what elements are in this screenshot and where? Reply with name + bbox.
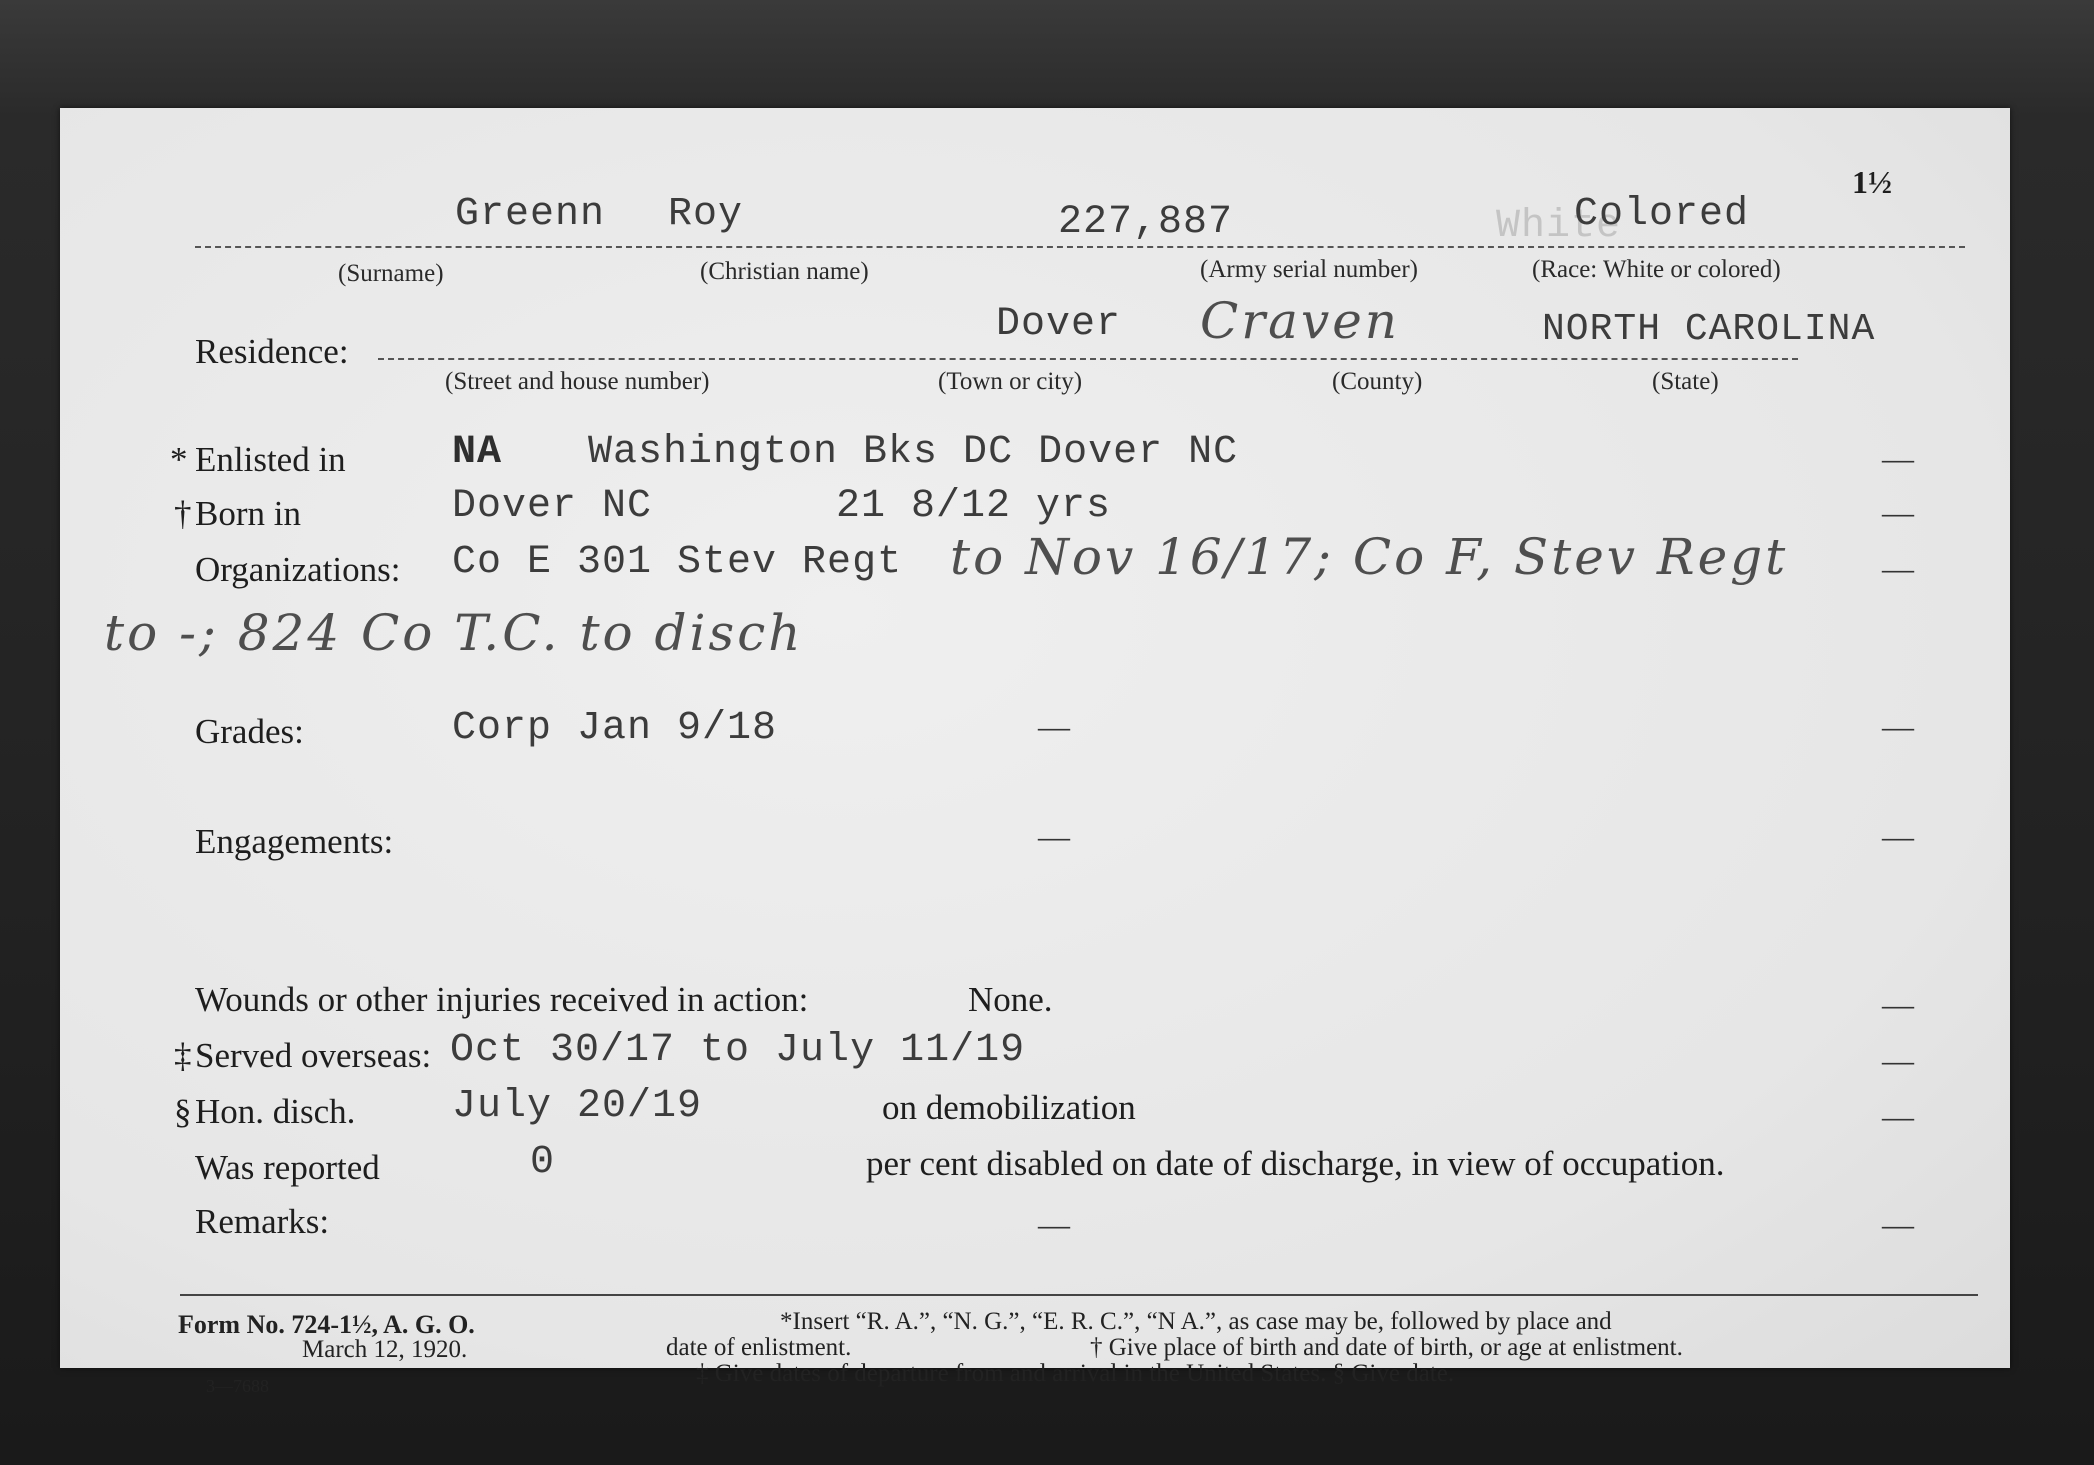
reported-text: per cent disabled on date of discharge, in view of occupation. <box>866 1144 1725 1183</box>
born-place-value: Dover NC <box>452 484 653 529</box>
born-label: Born in <box>195 494 301 533</box>
reported-value: 0 <box>530 1140 556 1185</box>
discharge-end-dash: — <box>1882 1098 1914 1134</box>
discharge-marker: § <box>174 1092 192 1131</box>
residence-label: Residence: <box>195 332 349 371</box>
reported-label: Was reported <box>195 1148 380 1187</box>
born-marker: † <box>174 494 192 533</box>
residence-county-value: Craven <box>1200 292 1401 350</box>
county-caption: (County) <box>1332 368 1423 395</box>
remarks-mid-dash: — <box>1038 1206 1070 1242</box>
discharge-label: Hon. disch. <box>195 1092 356 1131</box>
enlisted-type-value: NA <box>452 430 503 475</box>
card-corner-number: 1½ <box>1852 164 1892 200</box>
wounds-end-dash: — <box>1882 986 1914 1022</box>
overseas-marker: ‡ <box>174 1036 192 1075</box>
overseas-end-dash: — <box>1882 1042 1914 1078</box>
surname-value: Greenn <box>455 192 606 237</box>
surname-caption: (Surname) <box>338 260 444 287</box>
residence-town-value: Dover <box>996 302 1122 347</box>
state-caption: (State) <box>1652 368 1719 395</box>
footnote-line-3: † Give place of birth and date of birth, or age at enlistment. <box>1090 1334 1683 1361</box>
organizations-end-dash: — <box>1882 550 1914 586</box>
organizations-typed-value: Co E 301 Stev Regt <box>452 540 903 585</box>
residence-state-value: NORTH CAROLINA <box>1542 308 1876 351</box>
grades-value: Corp Jan 9/18 <box>452 706 778 751</box>
engagements-mid-dash: — <box>1038 818 1070 854</box>
enlisted-end-dash: — <box>1882 440 1914 476</box>
discharge-reason: on demobilization <box>882 1088 1136 1127</box>
print-code: 3—7688 <box>206 1376 269 1396</box>
engagements-label: Engagements: <box>195 822 394 861</box>
footnote-line-2: date of enlistment. <box>666 1334 852 1361</box>
overseas-label: Served overseas: <box>195 1036 432 1075</box>
line1-rule <box>195 246 1965 248</box>
organizations-handwritten-2: to -; 824 Co T.C. to disch <box>104 604 804 662</box>
wounds-value: None. <box>968 980 1053 1019</box>
christian-name-caption: (Christian name) <box>700 258 869 285</box>
grades-mid-dash: — <box>1038 708 1070 744</box>
footnote-line-4: ‡ Give dates of departure from and arrival in the United States. § Give date. <box>696 1360 1455 1387</box>
race-struck-value: White <box>1496 204 1622 249</box>
serial-number-value: 227,887 <box>1058 200 1234 245</box>
organizations-handwritten-1: to Nov 16/17; Co F, Stev Regt <box>950 528 1789 586</box>
born-end-dash: — <box>1882 494 1914 530</box>
form-number: Form No. 724-1½, A. G. O. <box>178 1310 475 1339</box>
engagements-end-dash: — <box>1882 818 1914 854</box>
street-caption: (Street and house number) <box>445 368 710 395</box>
born-age-value: 21 8/12 yrs <box>836 484 1112 529</box>
footer-rule <box>180 1294 1978 1296</box>
enlisted-place-value: Washington Bks DC Dover NC <box>588 430 1239 475</box>
discharge-date-value: July 20/19 <box>452 1084 703 1129</box>
grades-end-dash: — <box>1882 708 1914 744</box>
residence-rule <box>378 358 1798 360</box>
grades-label: Grades: <box>195 712 304 751</box>
enlisted-marker: * <box>170 440 188 479</box>
overseas-value: Oct 30/17 to July 11/19 <box>450 1028 1026 1073</box>
remarks-label: Remarks: <box>195 1202 330 1241</box>
enlisted-label: Enlisted in <box>195 440 346 479</box>
organizations-label: Organizations: <box>195 550 401 589</box>
serial-number-caption: (Army serial number) <box>1200 256 1418 283</box>
wounds-label: Wounds or other injuries received in action: <box>195 980 809 1019</box>
footnote-line-1: *Insert “R. A.”, “N. G.”, “E. R. C.”, “N A.”, as case may be, followed by place and <box>780 1308 1612 1335</box>
remarks-end-dash: — <box>1882 1206 1914 1242</box>
christian-name-value: Roy <box>668 192 744 237</box>
race-value: Colored <box>1574 192 1750 237</box>
town-caption: (Town or city) <box>938 368 1083 395</box>
form-date: March 12, 1920. <box>302 1336 468 1363</box>
service-record-card <box>60 108 2010 1396</box>
race-caption: (Race: White or colored) <box>1532 256 1781 283</box>
